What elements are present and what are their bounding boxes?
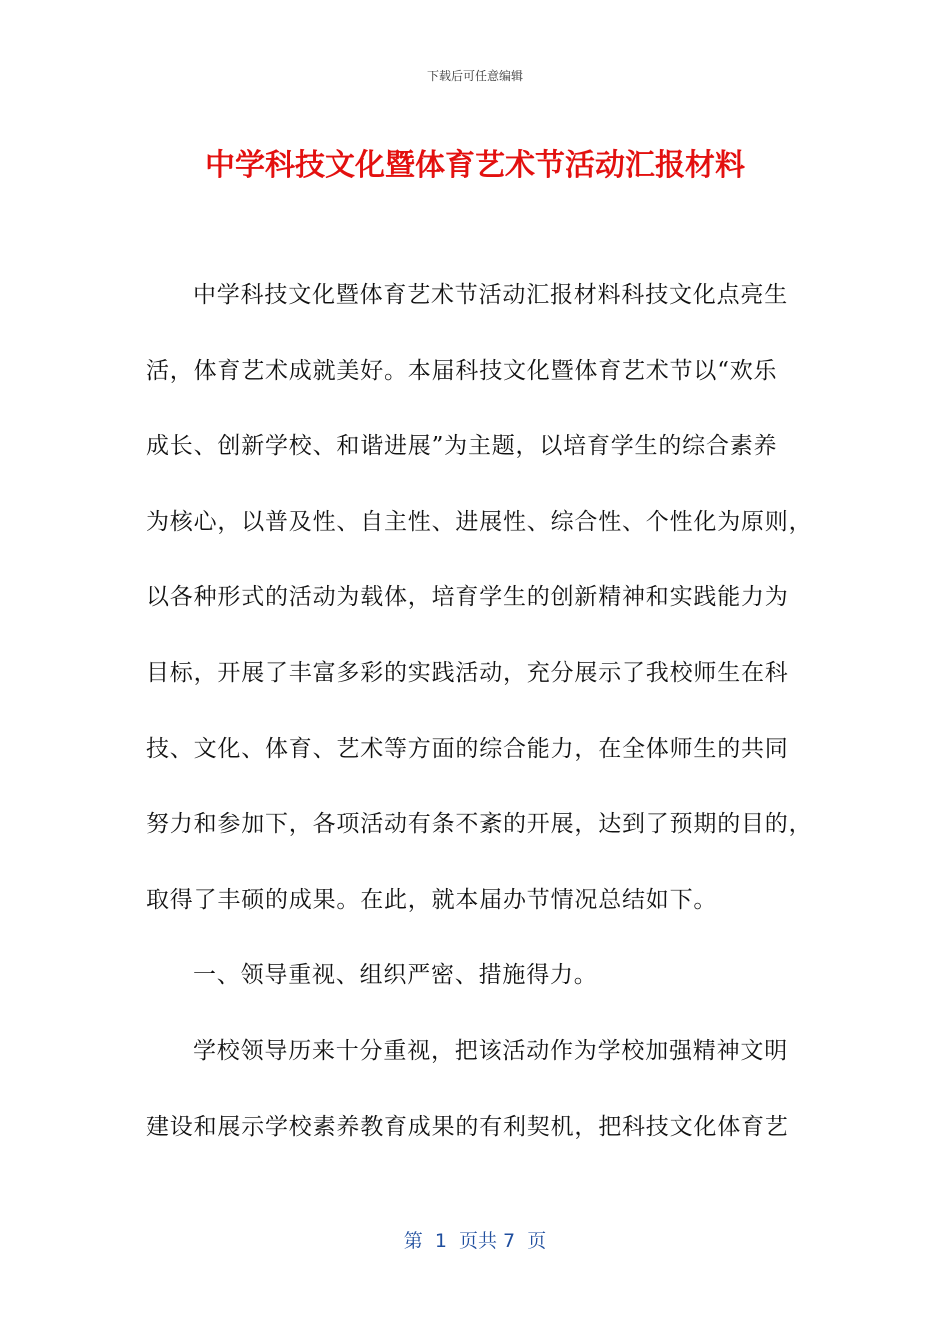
header-note: 下载后可任意编辑 — [426, 69, 523, 83]
paragraph-line: 为核心，以普及性、自主性、进展性、综合性、个性化为原则， — [146, 508, 813, 535]
paragraph-line: 建设和展示学校素养教育成果的有利契机，把科技文化体育艺 — [146, 1113, 789, 1140]
paragraph-line: 以各种形式的活动为载体，培育学生的创新精神和实践能力为 — [146, 584, 789, 611]
paragraph-line: 技、文化、体育、艺术等方面的综合能力，在全体师生的共同 — [146, 735, 789, 762]
paragraph-line: 努力和参加下，各项活动有条不紊的开展，达到了预期的目的， — [146, 811, 813, 838]
paragraph-line: 取得了丰硕的成果。在此，就本届办节情况总结如下。 — [146, 886, 718, 913]
paragraph-line: 活，体育艺术成就美好。本届科技文化暨体育艺术节以“欢乐 — [146, 357, 778, 384]
page-footer: 第 1 页共 7 页 — [403, 1230, 547, 1252]
section-heading: 一、领导重视、组织严密、措施得力。 — [193, 962, 598, 989]
document-body — [146, 266, 813, 1173]
paragraph-line: 目标，开展了丰富多彩的实践活动，充分展示了我校师生在科 — [146, 659, 789, 686]
paragraph-line: 成长、创新学校、和谐进展”为主题，以培育学生的综合素养 — [146, 433, 778, 460]
document-title: 中学科技文化暨体育艺术节活动汇报材料 — [205, 148, 745, 183]
paragraph-line: 学校领导历来十分重视，把该活动作为学校加强精神文明 — [193, 1037, 788, 1064]
paragraph-line: 中学科技文化暨体育艺术节活动汇报材料科技文化点亮生 — [193, 282, 788, 308]
